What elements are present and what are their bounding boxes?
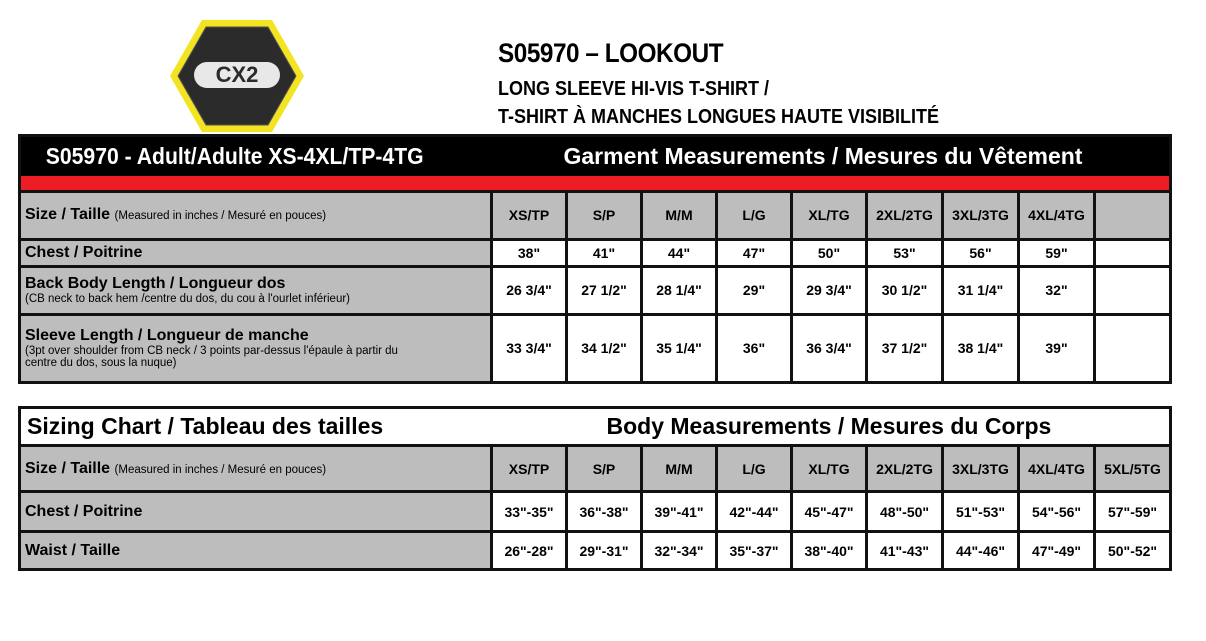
table-row xyxy=(20,314,1171,382)
cell-value: 38" xyxy=(492,239,567,266)
cell-value: 48"-50" xyxy=(867,492,943,532)
size-col: L/G xyxy=(717,191,792,239)
size-col: 2XL/2TG xyxy=(867,191,943,239)
cell-value: 37 1/2" xyxy=(867,314,943,382)
size-col: 3XL/3TG xyxy=(943,446,1019,492)
sizing-table-subtitle: Body Measurements / Mesures du Corps xyxy=(492,408,1171,446)
product-subtitle-fr: T-SHIRT À MANCHES LONGUES HAUTE VISIBILITÉ xyxy=(498,106,940,128)
cell-value: 51"-53" xyxy=(943,492,1019,532)
size-col: M/M xyxy=(642,191,717,239)
cell-value: 29"-31" xyxy=(567,532,642,570)
cell-value: 54"-56" xyxy=(1019,492,1095,532)
cell-value: 44" xyxy=(642,239,717,266)
garment-measurements-table xyxy=(18,134,1172,384)
cx2-logo xyxy=(168,18,306,134)
red-divider xyxy=(20,176,1171,192)
sizing-table-title: Sizing Chart / Tableau des tailles xyxy=(20,408,492,446)
product-title: S05970 – LOOKOUT xyxy=(498,38,724,68)
table-row xyxy=(20,266,1171,314)
cell-value: 34 1/2" xyxy=(567,314,642,382)
cell-value: 44"-46" xyxy=(943,532,1019,570)
size-col: S/P xyxy=(567,446,642,492)
size-col: XL/TG xyxy=(792,191,867,239)
garment-table-title: S05970 - Adult/Adulte XS-4XL/TP-4TG xyxy=(45,142,424,169)
size-header-label: Size / Taille (Measured in inches / Mesuré en pouces) xyxy=(20,191,492,239)
cell-value: 39"-41" xyxy=(642,492,717,532)
cell-value: 56" xyxy=(943,239,1019,266)
logo-text: CX2 xyxy=(215,62,259,87)
cell-value: 50" xyxy=(792,239,867,266)
cell-value: 29 3/4" xyxy=(792,266,867,314)
cell-value: 59" xyxy=(1019,239,1095,266)
size-col: 4XL/4TG xyxy=(1019,191,1095,239)
cell-value xyxy=(1095,266,1171,314)
cell-value: 33 3/4" xyxy=(492,314,567,382)
cell-value: 53" xyxy=(867,239,943,266)
size-col: 4XL/4TG xyxy=(1019,446,1095,492)
garment-table-subtitle: Garment Measurements / Mesures du Vêtement xyxy=(563,142,1083,169)
cell-value: 50"-52" xyxy=(1095,532,1171,570)
table-row xyxy=(20,239,1171,266)
cell-value: 35"-37" xyxy=(717,532,792,570)
cell-value: 47"-49" xyxy=(1019,532,1095,570)
cell-value: 39" xyxy=(1019,314,1095,382)
size-col: L/G xyxy=(717,446,792,492)
cell-value: 32"-34" xyxy=(642,532,717,570)
cell-value: 32" xyxy=(1019,266,1095,314)
cell-value xyxy=(1095,239,1171,266)
size-col: 5XL/5TG xyxy=(1095,446,1171,492)
cell-value: 45"-47" xyxy=(792,492,867,532)
size-col: S/P xyxy=(567,191,642,239)
cell-value: 36 3/4" xyxy=(792,314,867,382)
size-col: M/M xyxy=(642,446,717,492)
row-label: Chest / Poitrine xyxy=(25,502,143,520)
row-label: Back Body Length / Longueur dos xyxy=(25,275,286,292)
size-header-label: Size / Taille (Measured in inches / Mesuré en pouces) xyxy=(20,446,492,492)
product-subtitle-en: LONG SLEEVE HI-VIS T-SHIRT / xyxy=(498,78,770,100)
cell-value: 41" xyxy=(567,239,642,266)
row-label: Chest / Poitrine xyxy=(25,243,143,261)
cell-value: 57"-59" xyxy=(1095,492,1171,532)
sizing-chart-table xyxy=(18,406,1172,571)
product-header xyxy=(498,38,988,131)
cell-value: 38"-40" xyxy=(792,532,867,570)
cell-value: 27 1/2" xyxy=(567,266,642,314)
row-label: Waist / Taille xyxy=(25,541,121,559)
table-row xyxy=(20,532,1171,570)
cell-value: 42"-44" xyxy=(717,492,792,532)
row-note: centre du dos, sous la nuque) xyxy=(25,357,177,369)
cell-value: 31 1/4" xyxy=(943,266,1019,314)
table-row xyxy=(20,492,1171,532)
row-note: (CB neck to back hem /centre du dos, du cou à l'ourlet inférieur) xyxy=(25,293,350,305)
cell-value: 26"-28" xyxy=(492,532,567,570)
size-col: XS/TP xyxy=(492,446,567,492)
cell-value: 33"-35" xyxy=(492,492,567,532)
cell-value xyxy=(1095,314,1171,382)
size-col: XL/TG xyxy=(792,446,867,492)
size-col: 2XL/2TG xyxy=(867,446,943,492)
cell-value: 47" xyxy=(717,239,792,266)
size-col: 3XL/3TG xyxy=(943,191,1019,239)
cell-value: 30 1/2" xyxy=(867,266,943,314)
size-col: XS/TP xyxy=(492,191,567,239)
cell-value: 29" xyxy=(717,266,792,314)
cell-value: 38 1/4" xyxy=(943,314,1019,382)
size-col xyxy=(1095,191,1171,239)
cell-value: 28 1/4" xyxy=(642,266,717,314)
row-note: (3pt over shoulder from CB neck / 3 points par-dessus l'épaule à partir du xyxy=(25,345,398,357)
cell-value: 36" xyxy=(717,314,792,382)
cell-value: 36"-38" xyxy=(567,492,642,532)
cell-value: 41"-43" xyxy=(867,532,943,570)
row-label: Sleeve Length / Longueur de manche xyxy=(25,327,309,344)
cell-value: 26 3/4" xyxy=(492,266,567,314)
cell-value: 35 1/4" xyxy=(642,314,717,382)
